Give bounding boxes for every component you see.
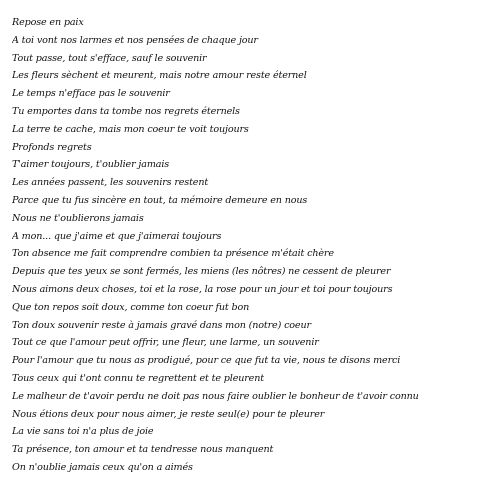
phrase-line: A mon... que j'aime et que j'aimerai toujours [12,230,222,242]
phrase-line: T'aimer toujours, t'oublier jamais [12,159,170,171]
phrase-line: Que ton repos soit doux, comme ton coeur fut bon [12,301,250,313]
phrase-line: Nous ne t'oublierons jamais [12,212,144,224]
phrase-line: Les années passent, les souvenirs restent [12,177,209,189]
phrase-line: La vie sans toi n'a plus de joie [12,426,154,438]
phrase-line: Tout ce que l'amour peut offrir, une fleur, une larme, un souvenir [12,337,319,349]
phrase-line: Pour l'amour que tu nous as prodigué, pour ce que fut ta vie, nous te disons merci [12,355,401,367]
phrase-line: On n'oublie jamais ceux qu'on a aimés [12,461,193,473]
phrase-line: Parce que tu fus sincère en tout, ta mémoire demeure en nous [12,194,308,206]
phrase-line: Tu emportes dans ta tombe nos regrets éternels [12,105,240,117]
phrase-line: Depuis que tes yeux se sont fermés, les miens (les nôtres) ne cessent de pleurer [12,266,391,278]
phrase-line: Ta présence, ton amour et ta tendresse nous manquent [12,444,274,456]
phrase-line: Nous étions deux pour nous aimer, je reste seul(e) pour te pleurer [12,408,325,420]
phrase-line: Ton doux souvenir reste à jamais gravé dans mon (notre) coeur [12,319,311,331]
phrase-line: Profonds regrets [12,141,92,153]
phrase-line: Tous ceux qui t'ont connu te regrettent et te pleurent [12,372,264,384]
phrase-line: Repose en paix [12,17,84,28]
phrase-line: A toi vont nos larmes et nos pensées de chaque jour [12,34,258,46]
phrase-line: Le temps n'efface pas le souvenir [12,88,170,100]
phrase-line: Nous aimons deux choses, toi et la rose, la rose pour un jour et toi pour toujours [12,283,393,295]
phrase-line: Les fleurs sèchent et meurent, mais notre amour reste éternel [12,70,307,82]
phrase-line: Ton absence me fait comprendre combien ta présence m'était chère [12,248,334,260]
phrase-line: Le malheur de t'avoir perdu ne doit pas nous faire oublier le bonheur de t'avoir connu [12,390,419,402]
phrase-line: Tout passe, tout s'efface, sauf le souvenir [12,52,207,64]
phrase-line: La terre te cache, mais mon coeur te voit toujours [12,123,249,135]
